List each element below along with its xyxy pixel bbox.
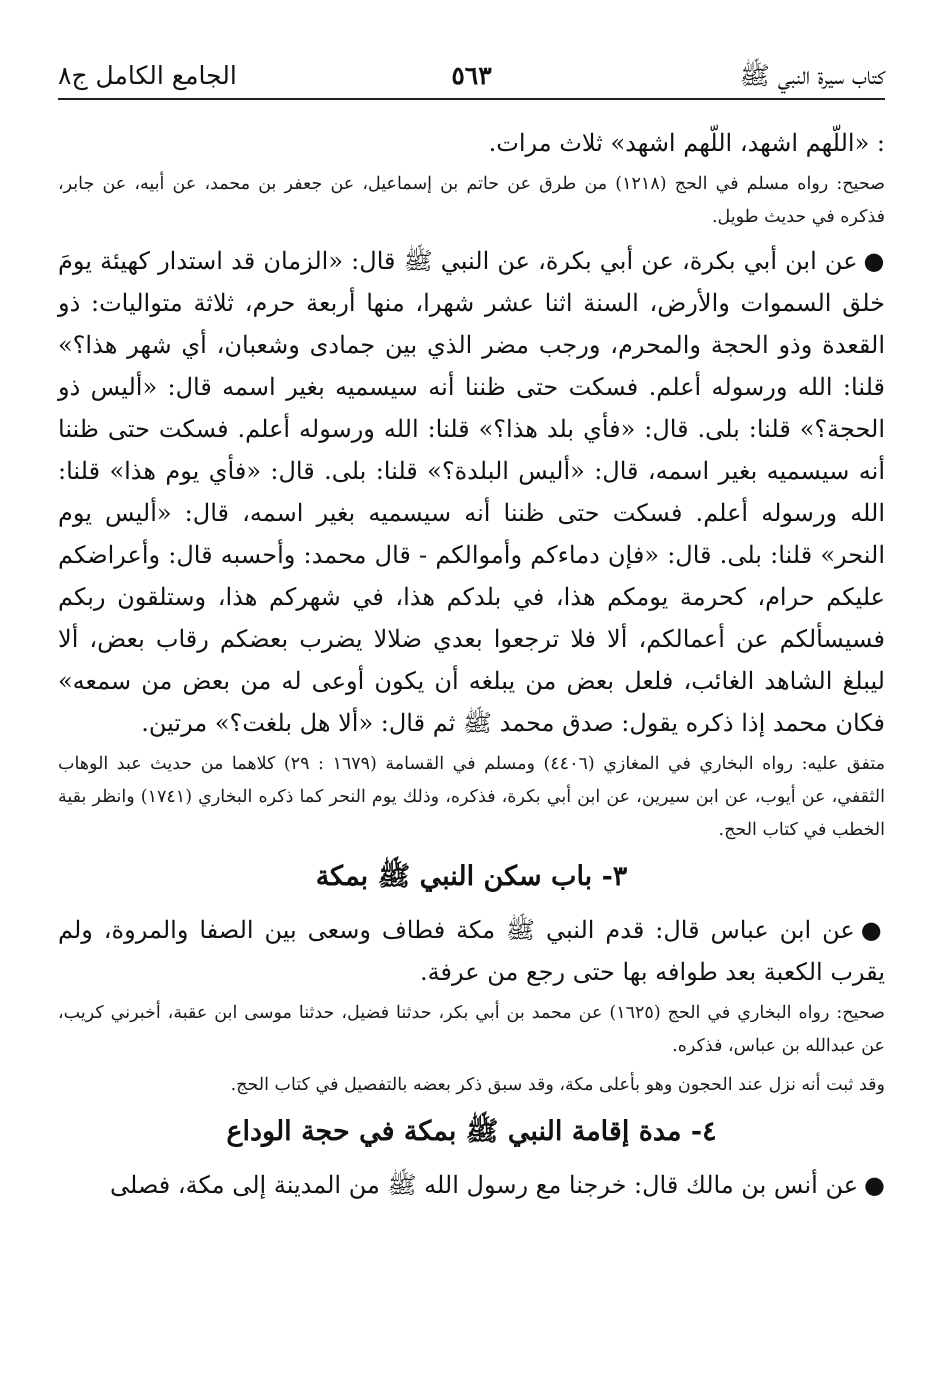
page-header [58, 0, 885, 100]
takhrij-note: صحيح: رواه البخاري في الحج (١٦٢٥) عن محمد بن أبي بكر، حدثنا فضيل، حدثنا موسى ابن عقبة، أخبرني كريب، عن عبدالله بن عباس، فذكره. [58, 1003, 885, 1056]
bullet-marker: ● [864, 1171, 885, 1199]
takhrij-note: صحيح: رواه مسلم في الحج (١٢١٨) من طرق عن حاتم بن إسماعيل، عن جعفر بن محمد، عن أبيه، عن جابر، فذكره في حديث طويل. [58, 174, 885, 227]
hadith-text: عن ابن عباس قال: قدم النبي ﷺ مكة فطاف وسعى بين الصفا والمروة، ولم يقرب الكعبة بعد طوافه بها حتى رجع من عرفة. [58, 916, 885, 986]
chapter-heading: ٣- باب سكن النبي ﷺ بمكة [315, 861, 628, 892]
bullet-marker: ● [863, 247, 885, 275]
hadith-text: عن ابن أبي بكرة، عن أبي بكرة، عن النبي ﷺ قال: «الزمان قد استدار كهيئة يومَ خلق السموات والأرض، السنة اثنا عشر شهرا، منها أربعة حرم، ثلاثة متواليات: ذو القعدة وذو الحجة والمحرم، ورجب مضر الذي بين جمادى وشعبان، أي شهر هذا؟» قلنا: الله ورسوله أعلم. فسكت حتى ظننا أنه سيسميه بغير اسمه قال: «أليس ذو الحجة؟» قلنا: بلى. قال: «فأي بلد هذا؟» قلنا: الله ورسوله أعلم. فسكت حتى ظننا أنه سيسميه بغير اسمه، قال: «أليس البلدة؟» قلنا: بلى. قال: «فأي يوم هذا» قلنا: الله ورسوله أعلم. فسكت حتى ظننا أنه سيسميه بغير اسمه، قال: «أليس يوم النحر» قلنا: بلى. قال: «فإن دماءكم وأموالكم - قال محمد: وأحسبه قال: وأعراضكم عليكم حرام، كحرمة يومكم هذا، في بلدكم هذا، في شهركم هذا، وستلقون ربكم فسيسألكم عن أعمالكم، ألا فلا ترجعوا بعدي ضلالا يضرب بعضكم رقاب بعض، ألا ليبلغ الشاهد الغائب، فلعل بعض من يبلغه أن يكون أوعى له من بعض من سمعه» فكان محمد إذا ذكره يقول: صدق محمد ﷺ ثم قال: «ألا هل بلغت؟» مرتين. [58, 247, 886, 737]
chapter-heading: ٤- مدة إقامة النبي ﷺ بمكة في حجة الوداع [226, 1116, 717, 1147]
book-title: كتاب سيرة النبي ﷺ [739, 61, 885, 90]
hadith-ending-text: : «اللّهم اشهد، اللّهم اشهد» ثلاث مرات. [488, 129, 885, 157]
hadith-paragraph [58, 240, 885, 744]
takhrij-note: متفق عليه: رواه البخاري في المغازي (٤٤٠٦) ومسلم في القسامة (١٦٧٩ : ٢٩) كلاهما من حديث عبد الوهاب الثقفي، عن أيوب، عن ابن سيرين، عن ابن أبي بكرة، فذكره، وذلك يوم النحر كما ذكره البخاري (١٧٤١) وانظر بقية الخطب في كتاب الحج. [58, 754, 885, 840]
page-number: ٥٦٣ [451, 61, 492, 90]
hadith-text: عن أنس بن مالك قال: خرجنا مع رسول الله ﷺ من المدينة إلى مكة، فصلى [110, 1171, 859, 1199]
series-title: الجامع الكامل ج٨ [58, 61, 237, 90]
hadith-paragraph [58, 1164, 885, 1206]
takhrij-note: وقد ثبت أنه نزل عند الحجون وهو بأعلى مكة، وقد سبق ذكر بعضه بالتفصيل في كتاب الحج. [230, 1075, 885, 1095]
hadith-paragraph [58, 909, 885, 993]
bullet-marker: ● [860, 916, 885, 944]
